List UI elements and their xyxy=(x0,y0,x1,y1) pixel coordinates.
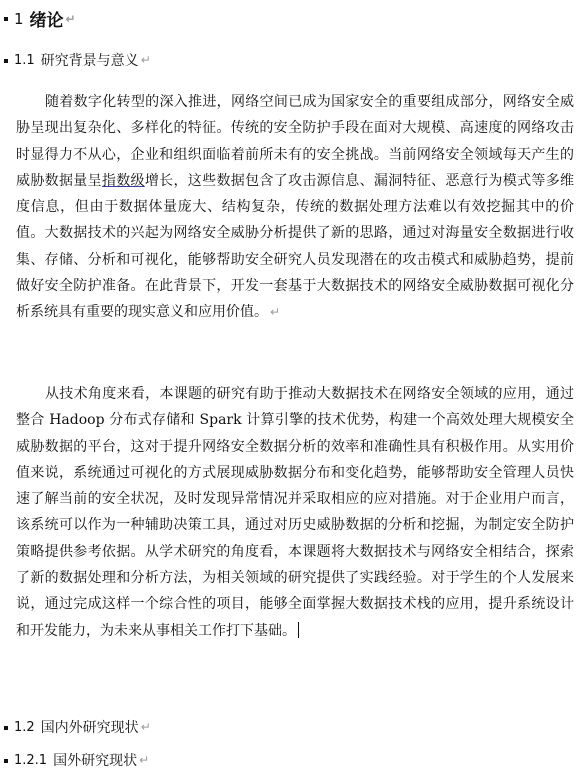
paragraph-mark-icon: ↵ xyxy=(65,11,76,26)
heading-title: 国外研究现状 xyxy=(53,753,138,769)
paragraph-mark-icon: ↵ xyxy=(270,305,281,320)
paragraph-text: 随着数字化转型的深入推进，网络空间已成为国家安全的重要组成部分，网络安全威胁呈现出复杂化、多样化的特征。传统的安全防护手段在面对大规模、高速度的网络攻击时显得力不从心，企业和组织面临着前所未有的安全挑战。当前网络安全领域每天产生的威胁数据量呈 xyxy=(16,94,574,189)
heading-1-2-1[interactable] xyxy=(4,750,149,770)
heading-title: 研究背景与意义 xyxy=(40,53,139,69)
paragraph-significance[interactable] xyxy=(16,381,574,644)
heading-bullet xyxy=(4,726,8,730)
heading-bullet xyxy=(4,17,8,21)
underlined-term: 指数级 xyxy=(101,172,145,189)
heading-1-2[interactable] xyxy=(4,717,151,737)
paragraph-background[interactable] xyxy=(16,89,574,326)
paragraph-text: 增长，这些数据包含了攻击源信息、漏洞特征、恶意行为模式等多维度信息，但由于数据体量庞大、结构复杂，传统的数据处理方法难以有效挖掘其中的价值。大数据技术的兴起为网络安全威胁分析提供了新的思路，通过对海量安全数据进行收集、存储、分析和可视化，能够帮助安全研究人员发现潜在的攻击模式和威胁趋势，提前做好安全防护准备。在此背景下，开发一套基于大数据技术的网络安全威胁数据可视化分析系统具有重要的现实意义和应用价值。 xyxy=(16,172,575,321)
text-cursor-icon xyxy=(298,622,299,638)
heading-1-1[interactable] xyxy=(4,50,151,70)
heading-number: 1 xyxy=(14,9,24,28)
paragraph-text: 从技术角度来看，本课题的研究有助于推动大数据技术在网络安全领域的应用，通过整合 Hadoop 分布式存储和 Spark 计算引擎的技术优势，构建一个高效处理大规模安全威胁数据的平台，这对于提升网络安全数据分析的效率和准确性具有积极作用。从实用价值来说，系统通过可视化的方式展现威胁数据分布和变化趋势，能够帮助安全管理人员快速了解当前的安全状况，及时发现异常情况并采取相应的应对措施。对于企业用户而言，该系统可以作为一种辅助决策工具，通过对历史威胁数据的分析和挖掘，为制定安全防护策略提供参考依据。从学术研究的角度看，本课题将大数据技术与网络安全相结合，探索了新的数据处理和分析方法，为相关领域的研究提供了实践经验。对于学生的个人发展来说，通过完成这样一个综合性的项目，能够全面掌握大数据技术栈的应用，提升系统设计和开发能力，为未来从事相关工作打下基础。 xyxy=(16,386,574,639)
heading-number: 1.1 xyxy=(14,52,35,68)
heading-title: 国内外研究现状 xyxy=(40,720,139,736)
heading-number: 1.2.1 xyxy=(14,752,48,768)
heading-bullet xyxy=(4,59,8,63)
heading-number: 1.2 xyxy=(14,719,35,735)
heading-title: 绪论 xyxy=(29,11,64,31)
paragraph-mark-icon: ↵ xyxy=(140,53,151,67)
heading-1[interactable] xyxy=(4,6,76,31)
paragraph-mark-icon: ↵ xyxy=(139,753,150,767)
paragraph-mark-icon: ↵ xyxy=(140,720,151,734)
heading-bullet xyxy=(4,759,8,763)
